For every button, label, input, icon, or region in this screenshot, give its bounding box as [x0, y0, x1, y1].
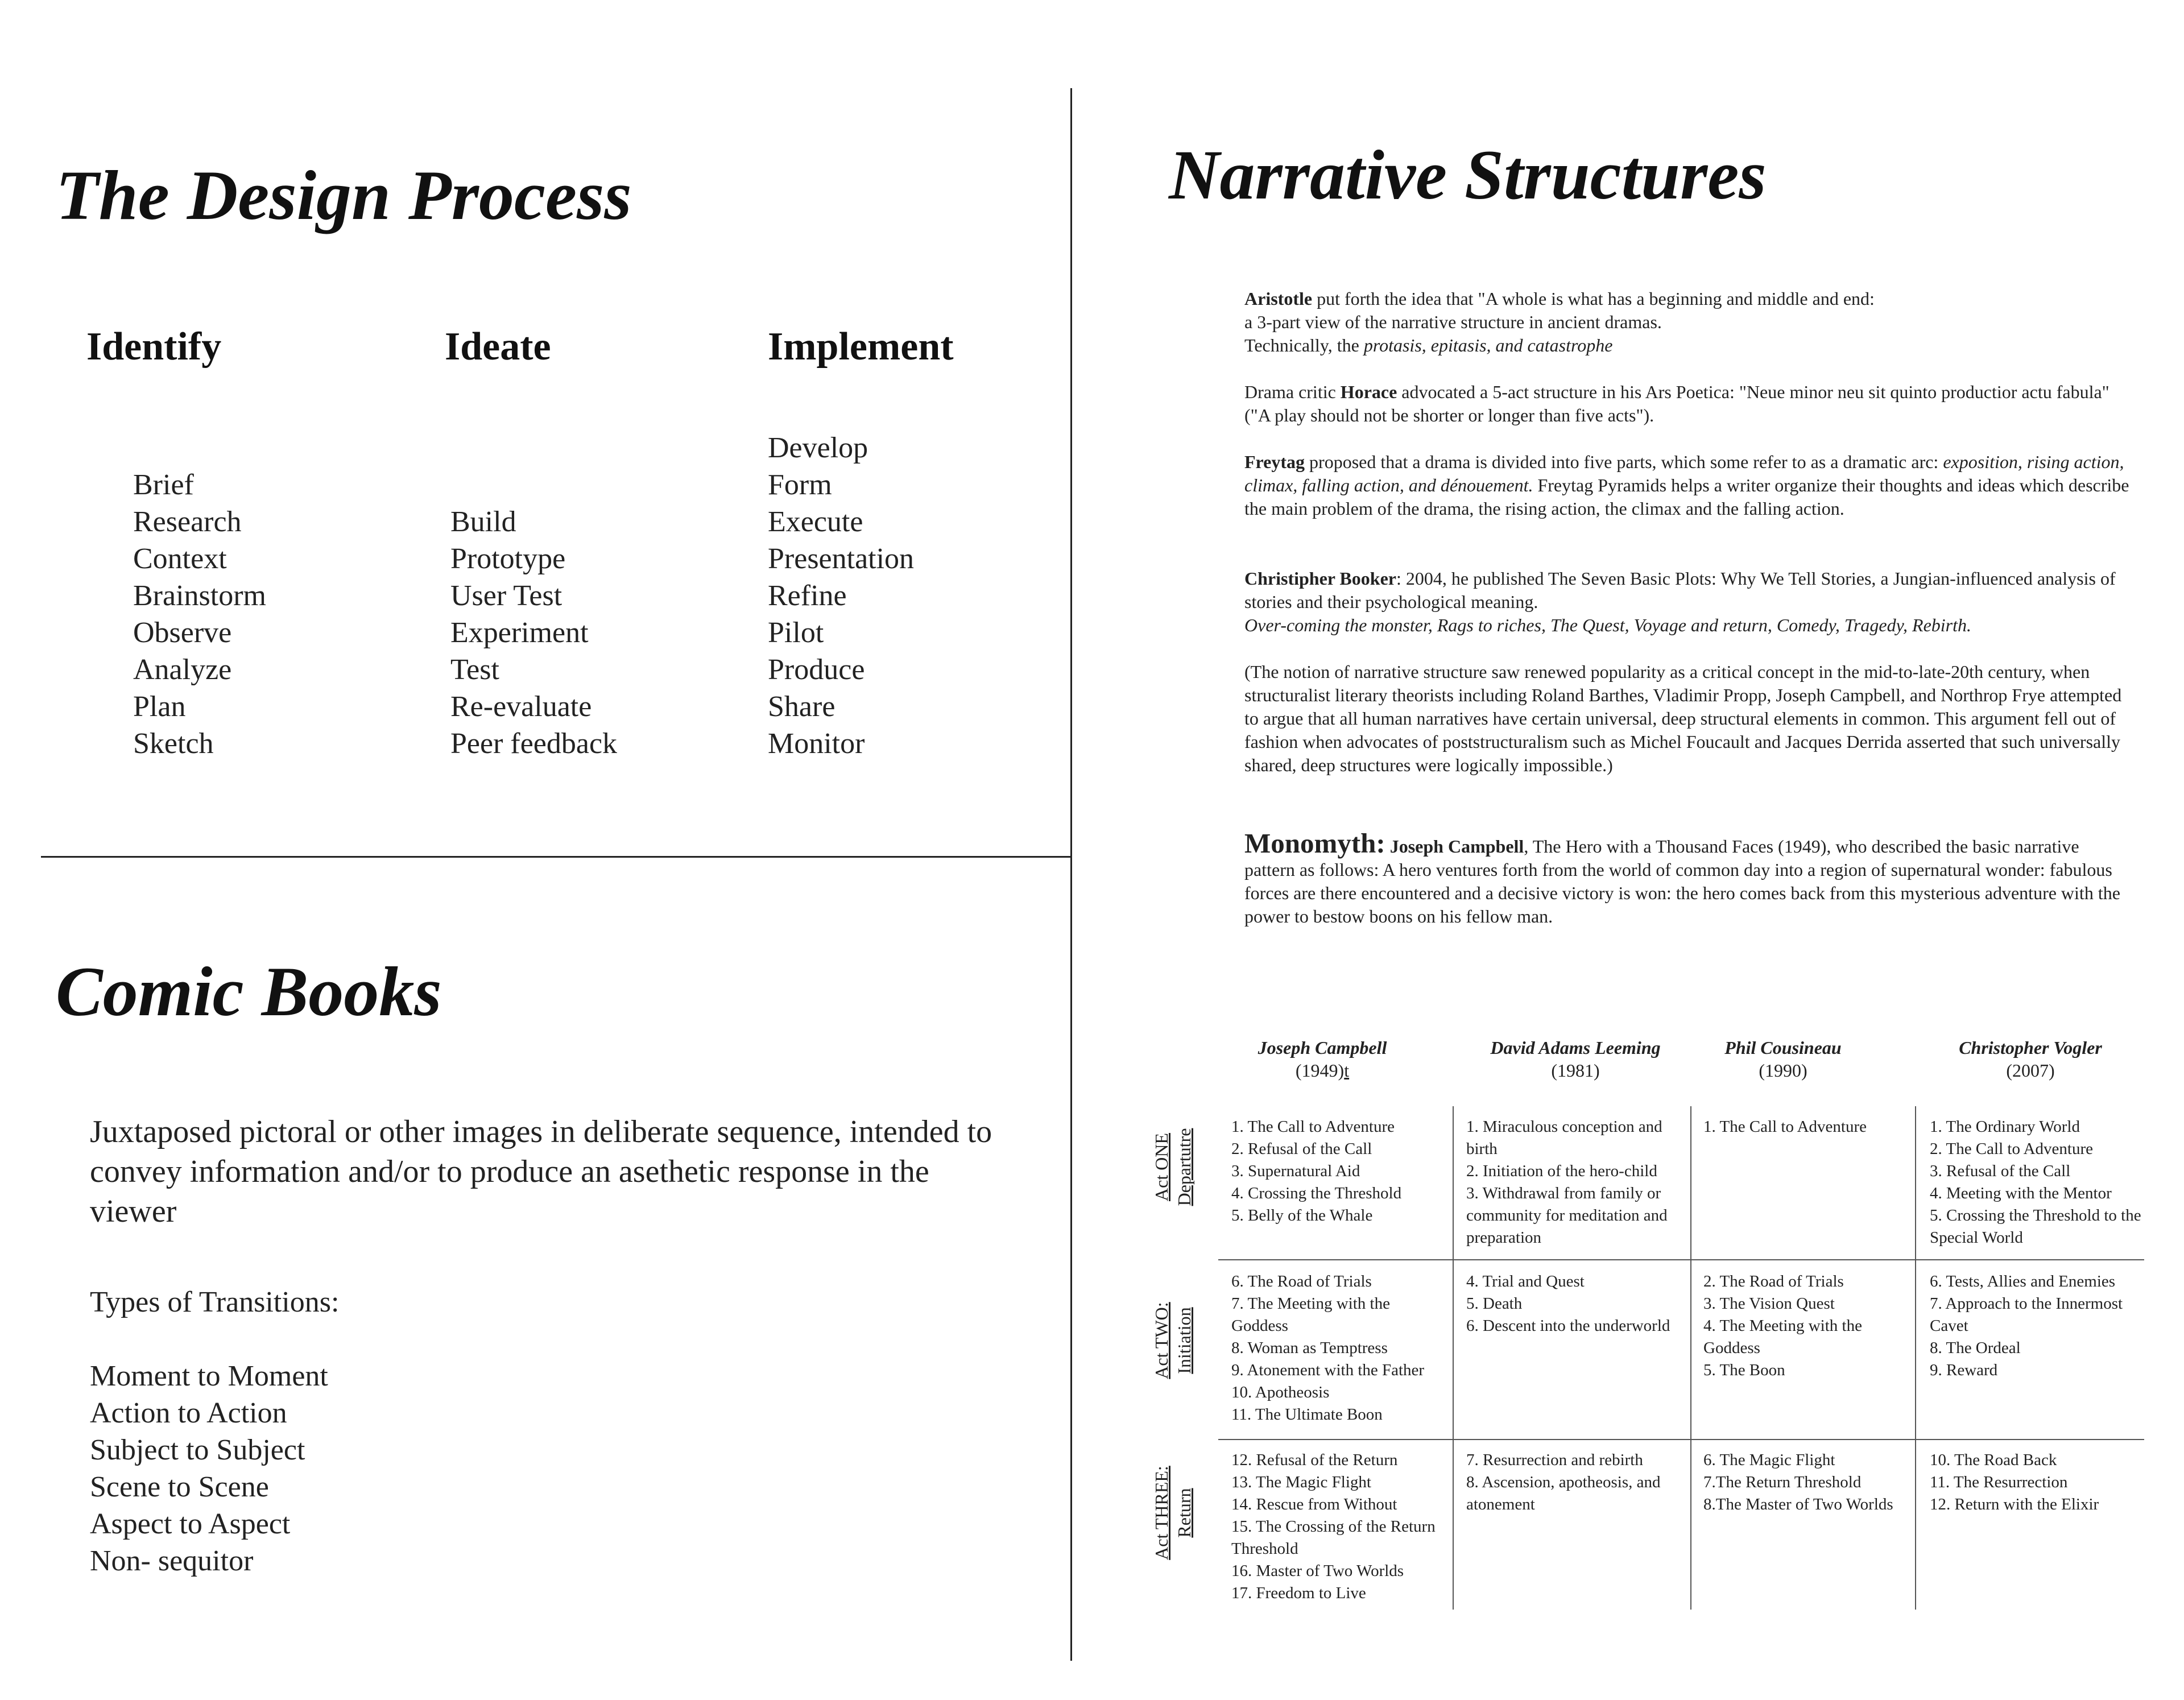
list-item: 15. The Crossing of the Return Threshold	[1231, 1517, 1436, 1558]
list-item: Build	[450, 506, 516, 538]
table-cell	[1703, 1449, 1908, 1516]
list-item: 8. The Ordeal	[1930, 1339, 2021, 1357]
list-item: Prototype	[450, 543, 566, 575]
column-name: Phil Cousineau	[1724, 1037, 1842, 1058]
table-cell	[1930, 1449, 2149, 1516]
list-item: 6. Tests, Allies and Enemies	[1930, 1272, 2116, 1290]
booker-paragraph	[1244, 567, 2132, 637]
booker-text: : 2004, he published The Seven Basic Plots: Why We Tell Stories, a Jungian-influenced analysis of stories and their psychological meaning.	[1244, 568, 2116, 612]
list-item: 5. The Boon	[1703, 1361, 1785, 1379]
list-item: 9. Atonement with the Father	[1231, 1361, 1425, 1379]
booker-name: Christipher Booker	[1244, 568, 1396, 589]
horace-paragraph	[1244, 380, 2132, 427]
comic-definition: Juxtaposed pictoral or other images in deliberate sequence, intended to convey information and/or to produce an asethetic response in the viewer	[90, 1114, 992, 1229]
list-item: 7. Approach to the Innermost Cavet	[1930, 1294, 2123, 1335]
list-item: 1. The Call to Adventure	[1703, 1118, 1867, 1136]
list-item: Sketch	[133, 727, 214, 760]
freytag-italic: exposition, rising action, climax, falling action, and dénouement.	[1244, 452, 2124, 495]
act-line: Initiation	[1174, 1307, 1194, 1374]
list-item: Scene to Scene	[90, 1471, 269, 1503]
table-cell	[1231, 1116, 1445, 1227]
list-item: 4. Trial and Quest	[1466, 1272, 1585, 1290]
table-grid-line	[1218, 1439, 2144, 1440]
horace-text: advocated a 5-act structure in his Ars Poetica: "Neue minor neu sit quinto productior actu fabula" ("A play should not be shorter or longer than five acts").	[1244, 382, 2109, 425]
table-cell	[1231, 1449, 1445, 1604]
freytag-paragraph	[1244, 450, 2132, 520]
aristotle-text-1: put forth the idea that "A whole is what has a beginning and middle and end:	[1312, 288, 1875, 309]
list-item: Monitor	[768, 727, 865, 760]
act-line: Return	[1174, 1488, 1194, 1538]
monomyth-name: Joseph Campbell	[1389, 836, 1524, 857]
list-item: Share	[768, 690, 835, 723]
aristotle-text-2: a 3-part view of the narrative structure in ancient dramas.	[1244, 312, 1662, 332]
act-line: Act THREE:	[1151, 1466, 1172, 1560]
list-item: 2. The Road of Trials	[1703, 1272, 1844, 1290]
list-item: 5. Crossing the Threshold to the Special World	[1930, 1206, 2141, 1247]
table-cell	[1466, 1449, 1681, 1516]
aristotle-name: Aristotle	[1244, 288, 1313, 309]
list-item: 4. Crossing the Threshold	[1231, 1184, 1402, 1202]
table-grid-line	[1453, 1106, 1454, 1610]
list-item: 8. Woman as Temptress	[1231, 1339, 1388, 1357]
list-item: Non- sequitor	[90, 1545, 254, 1577]
freytag-name: Freytag	[1244, 452, 1305, 472]
list-item: Plan	[133, 690, 186, 723]
act-line: Departutre	[1174, 1128, 1194, 1206]
list-item: 2. The Call to Adventure	[1930, 1140, 2093, 1158]
column-year: (1981)	[1551, 1060, 1600, 1081]
horizontal-divider	[41, 856, 1072, 858]
monomyth-paragraph	[1244, 828, 2132, 928]
col-header-cousineau	[1692, 1036, 1874, 1082]
list-item: 5. Death	[1466, 1294, 1523, 1313]
list-item: Pilot	[768, 617, 824, 649]
list-item: Experiment	[450, 617, 589, 649]
list-item: 5. Belly of the Whale	[1231, 1206, 1373, 1225]
notion-paragraph: (The notion of narrative structure saw renewed popularity as a critical concept in the mid-to-late-20th century, when structuralist literary theorists including Roland Barthes, Vladimir Propp, Joseph Campbell, and Northrop Frye attempted to argue that all human narratives have certain universal, deep structural elements in common. This argument fell out of fashion when advocates of poststructuralism such as Michel Foucault and Jacques Derrida asserted that such universally shared, deep structures were logically impossible.)	[1244, 661, 2122, 775]
list-item: 11. The Resurrection	[1930, 1473, 2068, 1491]
vertical-divider	[1070, 88, 1072, 1661]
list-item: Execute	[768, 506, 863, 538]
list-item: Brief	[133, 469, 194, 501]
list-item: 4. The Meeting with the Goddess	[1703, 1317, 1862, 1357]
list-item: Presentation	[768, 543, 915, 575]
list-item: 2. Initiation of the hero-child	[1466, 1162, 1657, 1180]
monomyth-text: , The Hero with a Thousand Faces (1949), who described the basic narrative pattern as follows: A hero ventures forth from the world of common day into a region of supernatural wonder: fabulous forces are there encountered and a decisive victory is won: the hero comes back from this mysterious adventure with the power to bestow boons on his fellow man.	[1244, 836, 2120, 926]
list-item: 6. The Magic Flight	[1703, 1451, 1835, 1469]
list-item: 3. Refusal of the Call	[1930, 1162, 2071, 1180]
list-item: Observe	[133, 617, 232, 649]
column-name: Christopher Vogler	[1959, 1037, 2102, 1058]
design-process-title: The Design Process	[56, 156, 632, 234]
list-item: 10. Apotheosis	[1231, 1383, 1330, 1401]
ideate-list	[450, 503, 617, 762]
list-item: Form	[768, 469, 832, 501]
list-item: Moment to Moment	[90, 1360, 328, 1392]
list-item: Test	[450, 653, 499, 686]
list-item: 4. Meeting with the Mentor	[1930, 1184, 2112, 1202]
column-year: (1990)	[1759, 1060, 1807, 1081]
list-item: Brainstorm	[133, 580, 266, 612]
implement-heading: Implement	[768, 325, 954, 369]
list-item: 1. Miraculous conception and birth	[1466, 1118, 1662, 1158]
list-item: 12. Refusal of the Return	[1231, 1451, 1398, 1469]
list-item: Develop	[768, 432, 868, 464]
act-line: Act TWO:	[1151, 1302, 1172, 1379]
list-item: 16. Master of Two Worlds	[1231, 1562, 1404, 1580]
list-item: 13. The Magic Flight	[1231, 1473, 1371, 1491]
table-cell	[1466, 1271, 1681, 1337]
list-item: 9. Reward	[1930, 1361, 1998, 1379]
narrative-title: Narrative Structures	[1169, 136, 1767, 214]
list-item: 14. Rescue from Without	[1231, 1495, 1397, 1513]
list-item: 7. The Meeting with the Goddess	[1231, 1294, 1390, 1335]
column-name: David Adams Leeming	[1490, 1037, 1661, 1058]
ideate-heading: Ideate	[445, 325, 551, 369]
list-item: Context	[133, 543, 227, 575]
act-line: Act ONE	[1151, 1133, 1172, 1201]
table-cell	[1466, 1116, 1681, 1249]
list-item: 10. The Road Back	[1930, 1451, 2057, 1469]
comic-books-title: Comic Books	[56, 953, 442, 1031]
list-item: 17. Freedom to Live	[1231, 1584, 1366, 1602]
col-header-campbell	[1211, 1036, 1433, 1082]
table-cell	[1231, 1271, 1445, 1426]
table-grid-line	[1915, 1106, 1916, 1610]
horace-name: Horace	[1340, 382, 1397, 402]
list-item: Re-evaluate	[450, 690, 592, 723]
aristotle-text-3: Technically, the	[1244, 335, 1364, 355]
aristotle-italic: protasis, epitasis, and catastrophe	[1363, 335, 1613, 355]
table-grid-line	[1690, 1106, 1691, 1610]
list-item: 3. Withdrawal from family or community for meditation and preparation	[1466, 1184, 1668, 1247]
freytag-text-2: Freytag Pyramids helps a writer organize their thoughts and ideas which describe the main problem of the drama, the rising action, the climax and the falling action.	[1244, 475, 2129, 519]
table-cell	[1703, 1116, 1908, 1138]
freytag-text-1: proposed that a drama is divided into five parts, which some refer to as a dramatic arc:	[1305, 452, 1943, 472]
table-cell	[1703, 1271, 1908, 1381]
list-item: 12. Return with the Elixir	[1930, 1495, 2099, 1513]
booker-italic: Over-coming the monster, Rags to riches, The Quest, Voyage and return, Comedy, Tragedy, Rebirth.	[1244, 615, 1972, 635]
col-header-vogler	[1917, 1036, 2144, 1082]
list-item: 3. Supernatural Aid	[1231, 1162, 1360, 1180]
list-item: 1. The Call to Adventure	[1231, 1118, 1395, 1136]
implement-list	[768, 429, 914, 762]
list-item: 8. Ascension, apotheosis, and atonement	[1466, 1473, 1661, 1513]
list-item: 3. The Vision Quest	[1703, 1294, 1835, 1313]
transitions-block	[90, 1284, 339, 1579]
list-item: Action to Action	[90, 1397, 287, 1429]
list-item: Aspect to Aspect	[90, 1508, 291, 1540]
column-year: (2007)	[2006, 1060, 2055, 1081]
list-item: User Test	[450, 580, 562, 612]
list-item: Research	[133, 506, 242, 538]
list-item: 2. Refusal of the Call	[1231, 1140, 1372, 1158]
list-item: 7. Resurrection and rebirth	[1466, 1451, 1643, 1469]
list-item: Peer feedback	[450, 727, 618, 760]
list-item: Subject to Subject	[90, 1434, 305, 1466]
column-year: (1949)	[1295, 1060, 1345, 1081]
monomyth-label: Monomyth:	[1244, 828, 1385, 859]
col-header-leeming	[1456, 1036, 1695, 1082]
list-item: 11. The Ultimate Boon	[1231, 1405, 1383, 1424]
column-year-suffix: t	[1344, 1060, 1350, 1081]
identify-list	[133, 466, 266, 762]
list-item: Produce	[768, 653, 865, 686]
identify-heading: Identify	[86, 325, 222, 369]
list-item: Analyze	[133, 653, 232, 686]
column-name: Joseph Campbell	[1258, 1037, 1387, 1058]
list-item: 7.The Return Threshold	[1703, 1473, 1862, 1491]
horace-pre: Drama critic	[1244, 382, 1341, 402]
aristotle-paragraph	[1244, 287, 2132, 357]
table-cell	[1930, 1116, 2149, 1249]
list-item: 1. The Ordinary World	[1930, 1118, 2080, 1136]
list-item: 8.The Master of Two Worlds	[1703, 1495, 1893, 1513]
transitions-label: Types of Transitions:	[90, 1286, 340, 1318]
list-item: 6. Descent into the underworld	[1466, 1317, 1670, 1335]
list-item: Refine	[768, 580, 847, 612]
table-grid-line	[1218, 1259, 2144, 1260]
table-cell	[1930, 1271, 2149, 1381]
list-item: 6. The Road of Trials	[1231, 1272, 1372, 1290]
